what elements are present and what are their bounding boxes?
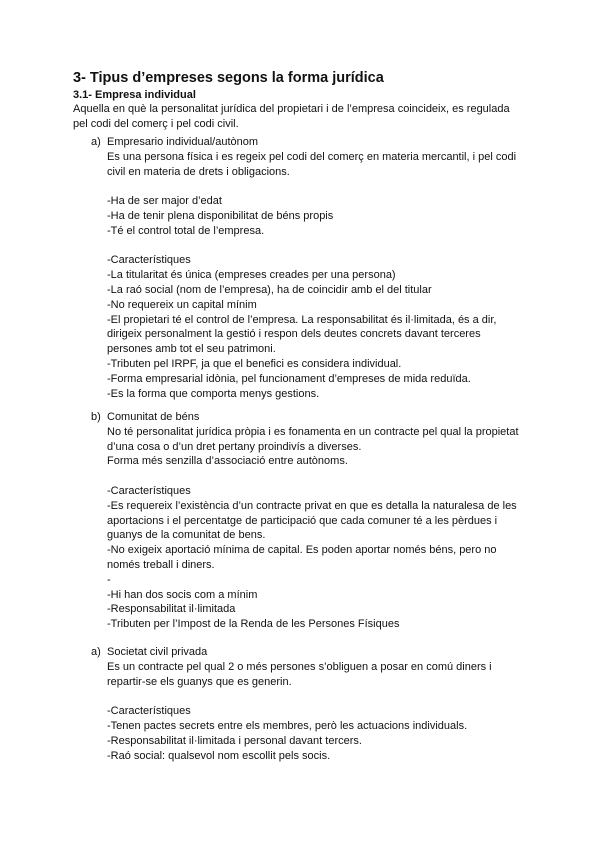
description-line: d’una cosa o d’un dret pertany proindivís a diverses.	[107, 440, 362, 453]
characteristic-line: -Responsabilitat il·limitada	[107, 603, 236, 616]
section-body	[107, 150, 531, 402]
list-marker: a)	[91, 646, 101, 658]
characteristic-line: -La titularitat és única (empreses creades per una persona)	[107, 269, 396, 282]
description-line: Es un contracte pel qual 2 o més persones s’obliguen a posar en comú diners i	[107, 660, 492, 673]
characteristic-line: -No exigeix aportació mínima de capital. Es poden aportar només béns, pero no	[107, 544, 497, 557]
requirement-line: -Té el control total de l’empresa.	[107, 224, 265, 237]
characteristic-line: -No requereix un capital mínim	[107, 298, 257, 311]
description-line: Forma més senzilla d’associació entre autònoms.	[107, 455, 348, 468]
intro-line: pel codi del comerç i pel codi civil.	[73, 117, 239, 130]
blank-line	[107, 239, 531, 254]
section-heading	[91, 135, 531, 150]
characteristic-line: -Tributen per l’Impost de la Renda de les Persones Físiques	[107, 618, 400, 631]
characteristic-line: -El propietari té el control de l’empresa. La responsabilitat és il·limitada, és a dir,	[107, 313, 497, 326]
characteristic-line: -Tenen pactes secrets entre els membres, però les actuacions individuals.	[107, 719, 468, 732]
characteristic-line: -Es la forma que comporta menys gestions.	[107, 387, 320, 400]
section-societat-civil-privada	[91, 645, 531, 763]
characteristic-line: -La raó social (nom de l’empresa), ha de coincidir amb el del titular	[107, 283, 432, 296]
characteristic-line: -Hi han dos socis com a mínim	[107, 588, 258, 601]
requirement-line: -Ha de ser major d’edat	[107, 195, 222, 208]
section-body	[107, 660, 531, 764]
characteristic-line: -Es requereix l’existència d’un contracte privat en que es detalla la naturalesa de les	[107, 499, 517, 512]
characteristics-heading: -Característiques	[107, 705, 191, 718]
section-heading	[91, 645, 531, 660]
section-title: Comunitat de béns	[107, 411, 200, 423]
description-line: civil en materia de drets i obligacions.	[107, 165, 290, 178]
description-line: repartir-se els guanys que es generin.	[107, 675, 292, 688]
characteristic-line: -Tributen pel IRPF, ja que el benefici es considera individual.	[107, 357, 402, 370]
characteristic-line: només treball i diners.	[107, 558, 215, 571]
page-title: 3- Tipus d’empreses segons la forma jurídica	[73, 70, 384, 86]
section-subtitle: 3.1- Empresa individual	[73, 89, 196, 101]
characteristic-line: dirigeix personalment la gestió i respon dels deutes concrets davant terceres	[107, 328, 481, 341]
section-empresario-individual	[91, 135, 531, 401]
section-body	[107, 425, 531, 632]
characteristic-line: -Responsabilitat il·limitada i personal davant tercers.	[107, 734, 362, 747]
characteristic-line: persones amb tot el seu patrimoni.	[107, 343, 276, 356]
list-marker: b)	[91, 411, 101, 423]
characteristic-line: -	[107, 573, 111, 586]
intro-line: Aquella en què la personalitat jurídica del propietari i de l’empresa coincideix, es regulada	[73, 103, 510, 115]
characteristic-line: aportacions i el percentatge de participació que cada comuner té a les pèrdues i	[107, 514, 498, 527]
blank-line	[107, 179, 531, 194]
section-heading	[91, 410, 531, 425]
section-title: Empresario individual/autònom	[107, 136, 259, 148]
characteristic-line: guanys de la comunitat de bens.	[107, 529, 266, 542]
section-comunitat-de-bens	[91, 410, 531, 632]
description-line: Es una persona física i es regeix pel codi del comerç en materia mercantil, i pel codi	[107, 150, 517, 163]
characteristics-heading: -Característiques	[107, 484, 191, 497]
section-title: Societat civil privada	[107, 646, 208, 658]
blank-line	[107, 469, 531, 484]
characteristic-line: -Raó social: qualsevol nom escollit pels socis.	[107, 749, 331, 762]
description-line: No té personalitat jurídica pròpia i es fonamenta en un contracte pel qual la propietat	[107, 425, 519, 438]
blank-line	[107, 689, 531, 704]
characteristic-line: -Forma empresarial idònia, pel funcionament d’empreses de mida reduïda.	[107, 372, 471, 385]
intro-paragraph	[73, 102, 533, 132]
characteristics-heading: -Característiques	[107, 254, 191, 267]
list-marker: a)	[91, 136, 101, 148]
requirement-line: -Ha de tenir plena disponibilitat de béns propis	[107, 209, 334, 222]
